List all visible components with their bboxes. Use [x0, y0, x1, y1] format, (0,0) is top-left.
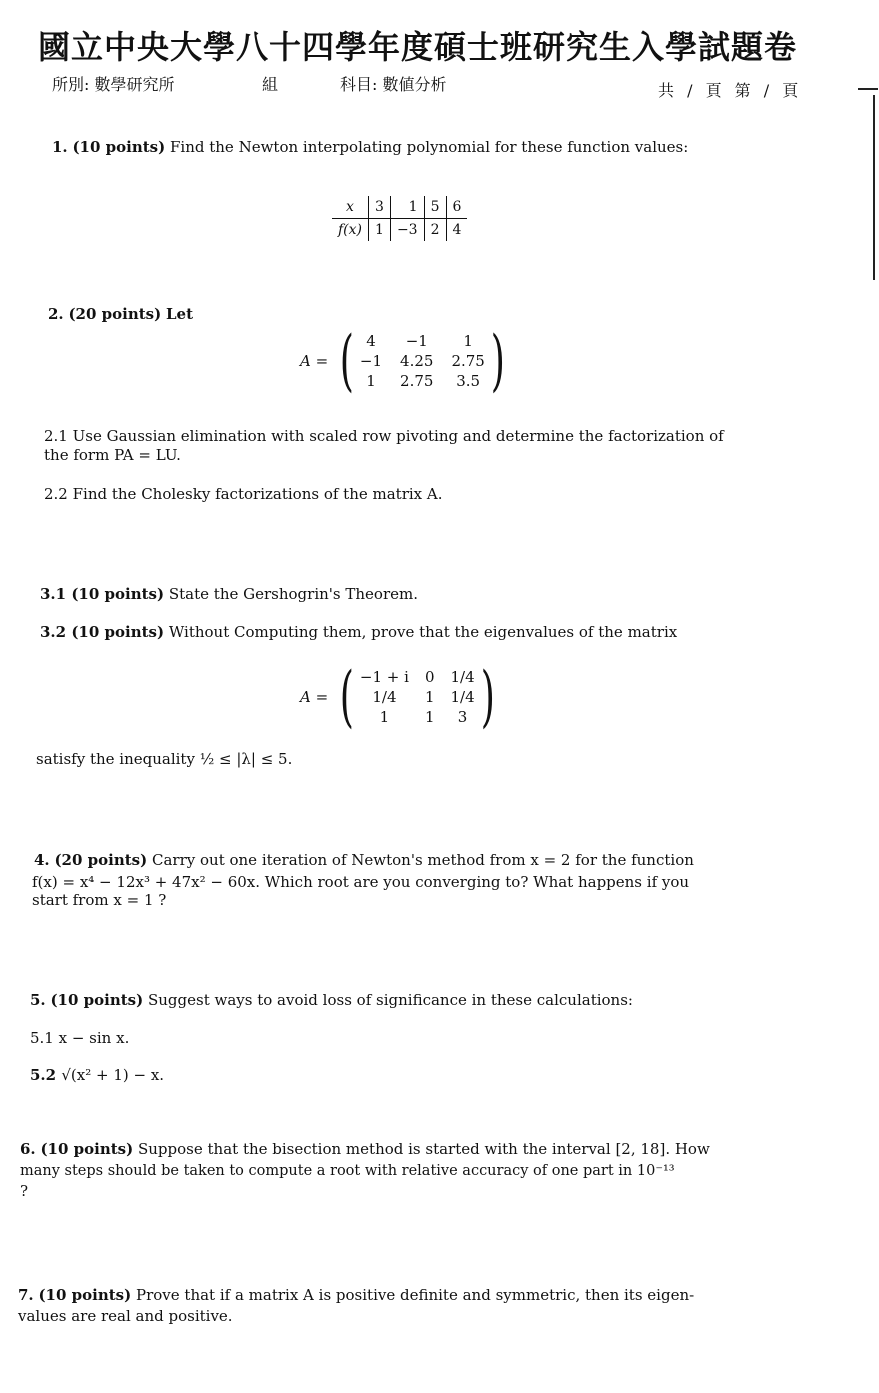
q4-number: 4. [34, 851, 50, 869]
matrix-cell: 1/4 [372, 688, 397, 706]
matrix-cell: 1 [463, 332, 473, 350]
matrix-cell: 1 [379, 708, 390, 726]
q4-line1: Carry out one iteration of Newton's method from x = 2 for the function [152, 851, 694, 869]
q6-line1: Suppose that the bisection method is started with the interval [2, 18]. How [138, 1140, 710, 1158]
question-1 [52, 138, 688, 157]
table-cell: 1 [390, 196, 424, 219]
matrix-cell: 3 [457, 708, 468, 726]
q7-points: (10 points) [38, 1286, 132, 1304]
table-f-label: f(x) [332, 219, 369, 242]
q6-line3: ? [20, 1182, 29, 1200]
matrix-label: A = [300, 688, 329, 706]
matrix-cell: −1 [405, 332, 428, 350]
q5-part2 [30, 1066, 164, 1085]
q3-part2-label: 3.2 (10 points) [40, 623, 165, 641]
q7-line2: values are real and positive. [18, 1307, 233, 1325]
q1-text: Find the Newton interpolating polynomial for these function values: [170, 138, 689, 156]
table-cell: 3 [369, 196, 391, 219]
left-paren: ( [339, 658, 355, 735]
left-paren: ( [339, 322, 355, 399]
table-cell: 4 [452, 222, 462, 238]
group-label: 組 [262, 75, 279, 94]
q3-part1 [40, 585, 418, 604]
q1-number: 1. [52, 138, 68, 156]
q2-part1-line1: 2.1 Use Gaussian elimination with scaled row pivoting and determine the factorization of [44, 427, 724, 445]
q2-points: (20 points) [68, 305, 162, 323]
exam-title: 國立中央大學八十四學年度碩士班研究生入學試題卷 [38, 28, 798, 66]
right-paren: ) [490, 322, 505, 399]
right-paren: ) [480, 658, 495, 735]
matrix-cell: 1/4 [450, 688, 475, 706]
matrix-a-q3 [300, 658, 500, 735]
subject-label: 科目: 數値分析 [340, 75, 447, 94]
page-count-label: 共 / 頁 第 / 頁 [658, 81, 803, 100]
q5-number: 5. [30, 991, 46, 1009]
matrix-cell: −1 [359, 352, 383, 370]
q5-text: Suggest ways to avoid loss of significance in these calculations: [148, 991, 633, 1009]
q5-points: (10 points) [50, 991, 144, 1009]
matrix-cell: 2.75 [451, 352, 485, 370]
q2-number: 2. [48, 305, 64, 323]
question-5 [30, 991, 633, 1010]
q7-line1: Prove that if a matrix A is positive definite and symmetric, then its eigen- [136, 1286, 695, 1304]
page-edge-line [873, 95, 875, 280]
department-label: 所別: 數學研究所 [52, 75, 175, 94]
matrix-cell: 1/4 [450, 668, 475, 686]
table-cell: 2 [424, 219, 446, 242]
q6-line2: many steps should be taken to compute a root with relative accuracy of one part in 10⁻¹³ [20, 1163, 675, 1179]
q5-part2-math: √(x² + 1) − x. [61, 1066, 165, 1084]
q3-inequality: satisfy the inequality ½ ≤ |λ| ≤ 5. [36, 750, 293, 768]
page-edge-tick [858, 88, 878, 90]
matrix-cell: 3.5 [456, 372, 481, 390]
newton-table [332, 196, 467, 241]
q3-part1-label: 3.1 (10 points) [40, 585, 165, 603]
matrix-cell: 1 [424, 688, 435, 706]
q4-line2: f(x) = x⁴ − 12x³ + 47x² − 60x. Which root are you converging to? What happens if you [32, 873, 690, 891]
q3-part2 [40, 623, 677, 642]
matrix-cell: 0 [424, 668, 435, 686]
table-cell: −3 [390, 219, 424, 242]
question-2 [48, 305, 193, 324]
question-4 [34, 851, 694, 870]
table-x-label: x [332, 196, 369, 219]
matrix-cell: −1 + i [359, 668, 409, 686]
q5-part2-prefix: 5.2 [30, 1066, 62, 1084]
question-7 [18, 1286, 694, 1305]
q5-part1: 5.1 x − sin x. [30, 1029, 130, 1047]
q2-part2: 2.2 Find the Cholesky factorizations of the matrix A. [44, 485, 443, 503]
q4-line3: start from x = 1 ? [32, 891, 167, 909]
table-cell: 6 [446, 196, 467, 219]
question-6 [20, 1140, 710, 1159]
q6-number: 6. [20, 1140, 36, 1158]
table-cell: 5 [424, 196, 446, 219]
q6-points: (10 points) [40, 1140, 134, 1158]
matrix-label: A = [300, 352, 329, 370]
q3-part2-text: Without Computing them, prove that the eigenvalues of the matrix [168, 623, 678, 641]
q3-part1-text: State the Gershogrin's Theorem. [168, 585, 418, 603]
q4-points: (20 points) [54, 851, 148, 869]
matrix-a-q2 [300, 322, 511, 399]
q2-text: Let [166, 305, 194, 323]
matrix-cell: 1 [366, 372, 376, 390]
table-cell: 1 [369, 219, 391, 242]
q7-number: 7. [18, 1286, 34, 1304]
matrix-cell: 4.25 [400, 352, 434, 370]
matrix-cell: 2.75 [400, 372, 434, 390]
q1-points: (10 points) [72, 138, 166, 156]
matrix-cell: 4 [366, 332, 376, 350]
q2-part1-line2: the form PA = LU. [44, 446, 181, 464]
matrix-cell: 1 [424, 708, 435, 726]
